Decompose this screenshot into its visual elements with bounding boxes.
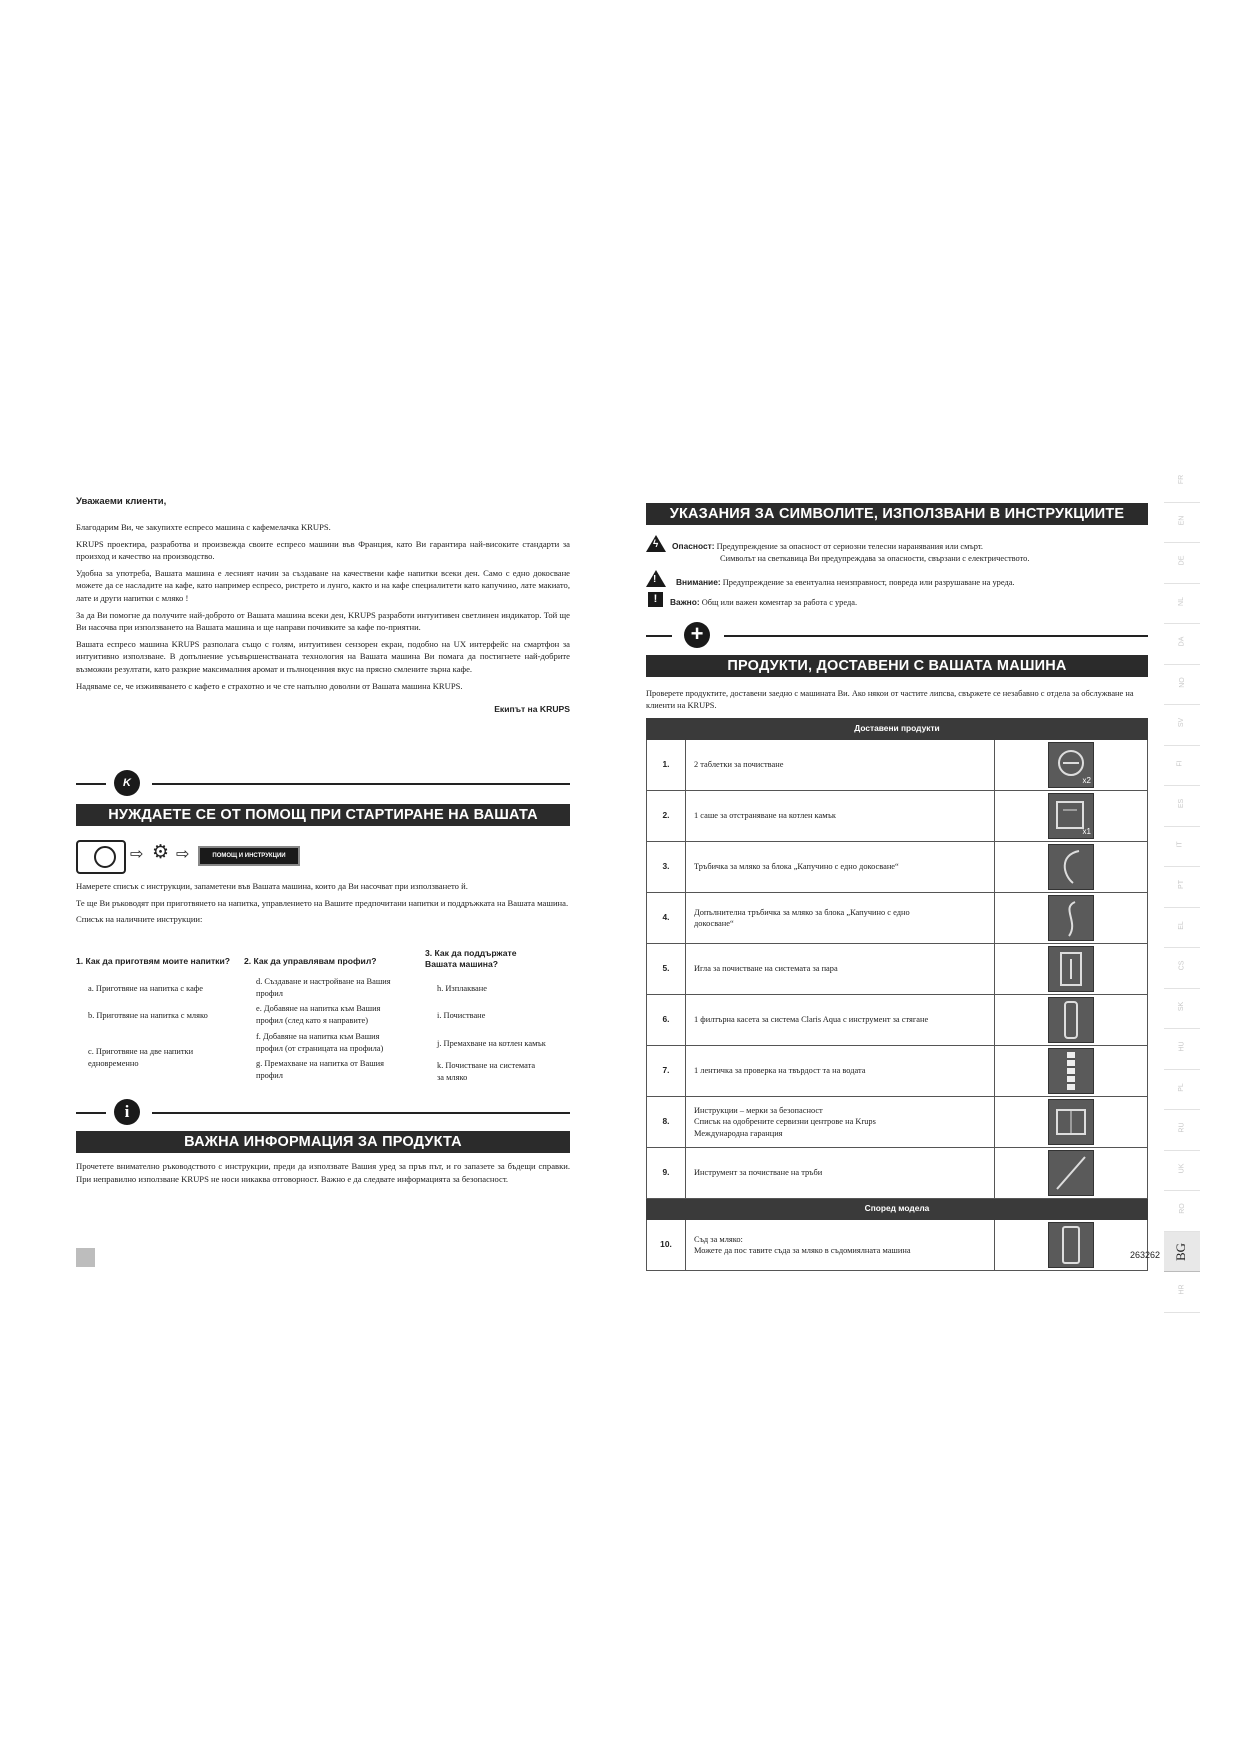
gear-icon: ⚙ (152, 841, 170, 863)
item-picture (995, 791, 1148, 842)
language-tab-label: HR (1178, 1284, 1186, 1295)
instruction-item: g. Премахване на напитка от Вашия профил (256, 1059, 385, 1080)
divider-line (152, 1112, 570, 1114)
item-number: 5. (647, 944, 686, 995)
help-text (76, 880, 570, 930)
help-paragraph: Те ще Ви ръководят при приготвянето на напитка, управлението на Вашите предпочитани напитки и поддръжката на Вашата машина. (76, 897, 569, 908)
instruction-item: h. Изплакване (437, 984, 487, 993)
instruction-item: i. Почистване (437, 1011, 486, 1020)
language-tab-label: EN (1178, 515, 1186, 525)
symbols-title: УКАЗАНИЯ ЗА СИМВОЛИТЕ, ИЗПОЛЗВАНИ В ИНСТРУКЦИИТЕ (646, 503, 1148, 525)
instruction-item: e. Добавяне на напитка към Вашия профил (след като я направите) (256, 1004, 381, 1025)
item-description: 1 саше за отстраняване на котлен камък (686, 791, 995, 842)
language-tab-label: PT (1177, 880, 1185, 889)
table-row (647, 893, 1148, 944)
greeting: Уважаеми клиенти, (76, 496, 167, 507)
language-tab-it[interactable] (1164, 827, 1200, 868)
arrow-right-icon: ⇨ (176, 844, 190, 863)
info-title: ВАЖНА ИНФОРМАЦИЯ ЗА ПРОДУКТА (76, 1131, 570, 1153)
quantity-label: x1 (1082, 826, 1091, 836)
table-row (647, 842, 1148, 893)
table-row (647, 1148, 1148, 1199)
instructions-heading: 3. Как да поддържате Вашата машина? (425, 948, 517, 969)
divider-line (76, 783, 106, 785)
intro-paragraph: Надяваме се, че изживяването с кафето е страхотно и че сте напълно доволни от Вашата машина KRUPS. (76, 680, 463, 691)
item-number: 2. (647, 791, 686, 842)
help-paragraph: Списък на наличните инструкции: (76, 914, 203, 925)
intro-paragraph: За да Ви помогне да получите най-доброто от Вашата машина всеки ден, KRUPS разработи интуитивен светлинен индикатор. Той ще Ви насочва при използването на Вашата машина и ще направи почивките за кафе по-приятни. (76, 609, 570, 633)
help-paragraph: Намерете списък с инструкции, запаметени във Вашата машина, които да Ви насочват при използването й. (76, 881, 468, 891)
language-tab-sk[interactable] (1164, 989, 1200, 1030)
language-tab-label: IT (1176, 840, 1184, 848)
caution-row (676, 577, 1015, 589)
item-picture (995, 944, 1148, 995)
instruction-item: d. Създаване и настройване на Вашия профил (256, 977, 391, 998)
danger-icon: ϟ (646, 535, 666, 552)
important-icon: ! (648, 592, 663, 607)
item-number: 3. (647, 842, 686, 893)
plus-icon: + (684, 622, 710, 648)
language-tab-label: HU (1178, 1041, 1186, 1052)
item-picture (995, 842, 1148, 893)
item-description: Съд за мляко: Можете да пос тавите съда за мляко в съдомиялната машина (686, 1220, 995, 1271)
instruction-item: f. Добавяне на напитка към Вашия профил (от страницата на профила) (256, 1032, 384, 1053)
language-tab-label: SK (1178, 1001, 1186, 1011)
language-tab-label: FR (1178, 474, 1186, 485)
intro-paragraph: Удобна за употреба, Вашата машина е лесният начин за създаване на качествени кафе напитки всеки ден. Само с едно докосване можете да се насладите на кафе, като например еспресо, ристрето и лунго, както и на кафе специалитети като капучино, лате макиато, лате и други напитки с мляко ! (76, 567, 570, 603)
item-picture (995, 1097, 1148, 1148)
info-text-block (76, 1160, 570, 1189)
item-number: 4. (647, 893, 686, 944)
help-instructions-button[interactable]: ПОМОЩ И ИНСТРУКЦИИ (198, 846, 300, 866)
instruction-item: a. Приготвяне на напитка с кафе (88, 984, 203, 993)
table-row (647, 995, 1148, 1046)
table-row (647, 1220, 1148, 1271)
info-text: Прочетете внимателно ръководството с инструкции, преди да използвате Вашия уред за пръв път, и го запазете за бъдещи справки. При неправилно използване KRUPS не носи никаква отговорност. Важно е да следвате информацията за безопасност. (76, 1161, 570, 1184)
table-header-row (647, 719, 1148, 740)
language-tabs (1164, 462, 1200, 1313)
divider-line (152, 783, 570, 785)
products-rows (647, 740, 1148, 1199)
table-subheader-row (647, 1199, 1148, 1220)
language-tab-label: RU (1178, 1122, 1186, 1133)
language-tab-el[interactable] (1164, 908, 1200, 949)
item-number: 7. (647, 1046, 686, 1097)
language-tab-label: NO (1178, 676, 1186, 688)
danger-text: Предупреждение за опасност от сериозни телесни наранявания или смърт. (716, 542, 983, 551)
item-number: 10. (647, 1220, 686, 1271)
item-description: Тръбичка за мляко за блока „Капучино с едно докосване“ (686, 842, 995, 893)
milk-tube-icon (1048, 844, 1094, 890)
caution-icon: ! (646, 570, 666, 587)
caution-label: Внимание: (676, 577, 721, 587)
language-tab-ro[interactable] (1164, 1191, 1200, 1232)
extra-tube-icon (1048, 895, 1094, 941)
item-description: 2 таблетки за почистване (686, 740, 995, 791)
document-code: 263262 (1130, 1250, 1161, 1260)
instruction-item: b. Приготвяне на напитка с мляко (88, 1011, 208, 1020)
krups-logo-icon: K (114, 770, 140, 796)
products-table (646, 718, 1148, 1271)
intro-paragraph: KRUPS проектира, разработва и произвежда своите еспресо машини във Франция, като Ви гарантира най-високите стандарти за произход и качество на производство. (76, 538, 570, 562)
language-tab-en[interactable] (1164, 503, 1200, 544)
language-tab-bg[interactable] (1164, 1232, 1200, 1273)
language-tab-fr[interactable] (1164, 462, 1200, 503)
danger-label: Опасност: (672, 541, 715, 551)
products-intro: Проверете продуктите, доставени заедно с машината Ви. Ако някои от частите липсва, свържете се незабавно с отдела за обслужване на клиенти на KRUPS. (646, 689, 1134, 710)
instruction-item: k. Почистване на системата за мляко (437, 1061, 536, 1082)
filter-icon (1048, 997, 1094, 1043)
language-tab-label: DE (1178, 555, 1186, 566)
danger-text-second: Символът на светкавица Ви предупреждава за опасности, свързани с електричеството. (720, 554, 1030, 563)
danger-row (672, 541, 983, 553)
language-tab-sv[interactable] (1164, 705, 1200, 746)
language-tab-nl[interactable] (1164, 584, 1200, 625)
intro-paragraph: Благодарим Ви, че закупихте еспресо машина с кафемелачка KRUPS. (76, 522, 331, 532)
sachet-icon (1048, 793, 1094, 839)
language-tab-fi[interactable] (1164, 746, 1200, 787)
model-products-rows (647, 1220, 1148, 1271)
language-tab-label: EL (1177, 920, 1185, 930)
language-tab-uk[interactable] (1164, 1151, 1200, 1192)
info-icon: i (114, 1099, 140, 1125)
item-description: 1 лентичка за проверка на твърдост та на водата (686, 1046, 995, 1097)
intro-paragraph: Вашата еспресо машина KRUPS разполага също с голям, интуитивен сензорен екран, подобно на UX интерфейс на смартфон за интуитивно използване. В допълнение усъвършенстваната технология на Вашата машина Ви помага да постигнете най-добрите възможни резултати, като разкрие максималния аромат и пълноценния вкус на прясно смлените зърна кафе. (76, 638, 570, 674)
language-tab-hu[interactable] (1164, 1029, 1200, 1070)
language-tab-cs[interactable] (1164, 948, 1200, 989)
item-picture (995, 1046, 1148, 1097)
important-label: Важно: (670, 597, 700, 607)
quantity-label: x2 (1082, 775, 1091, 785)
item-picture (995, 1220, 1148, 1271)
item-description: 1 филтърна касета за система Claris Aqua с инструмент за стягане (686, 995, 995, 1046)
item-picture (995, 740, 1148, 791)
divider-line (646, 635, 672, 637)
instruction-item: j. Премахване на котлен камък (437, 1039, 546, 1048)
test-strip-icon (1048, 1048, 1094, 1094)
important-text: Общ или важен коментар за работа с уреда. (701, 598, 858, 607)
tablet-icon (1048, 742, 1094, 788)
divider-line (76, 1112, 106, 1114)
milk-jug-icon (1048, 1222, 1094, 1268)
tap-icon (94, 846, 116, 868)
item-picture (995, 1148, 1148, 1199)
products-title: ПРОДУКТИ, ДОСТАВЕНИ С ВАШАТА МАШИНА (646, 655, 1148, 677)
arrow-right-icon: ⇨ (130, 844, 144, 863)
language-tab-pl[interactable] (1164, 1070, 1200, 1111)
language-tab-label: PL (1177, 1082, 1185, 1092)
instructions-heading: 1. Как да приготвям моите напитки? (76, 956, 230, 966)
language-tab-label: RO (1178, 1203, 1186, 1214)
language-tab-label: NL (1177, 596, 1185, 606)
page-number-box (76, 1248, 95, 1267)
language-tab-label: FI (1176, 759, 1184, 767)
item-number: 6. (647, 995, 686, 1046)
table-header: Доставени продукти (647, 719, 1148, 740)
caution-text: Предупреждение за евентуална неизправност, повреда или разрушаване на уреда. (722, 578, 1015, 587)
language-tab-label: BG (1173, 1242, 1189, 1261)
language-tab-pt[interactable] (1164, 867, 1200, 908)
instructions-heading: 2. Как да управлявам профил? (244, 956, 377, 966)
language-tab-ru[interactable] (1164, 1110, 1200, 1151)
item-description: Инструмент за почистване на тръби (686, 1148, 995, 1199)
language-tab-label: CS (1178, 960, 1186, 971)
language-tab-hr[interactable] (1164, 1272, 1200, 1313)
booklet-icon (1048, 1099, 1094, 1145)
item-description: Допълнителна тръбичка за мляко за блока „Капучино с едно докосване“ (686, 893, 995, 944)
table-row (647, 1046, 1148, 1097)
table-row (647, 740, 1148, 791)
item-number: 9. (647, 1148, 686, 1199)
table-subheader: Според модела (647, 1199, 1148, 1220)
language-tab-es[interactable] (1164, 786, 1200, 827)
item-description: Инструкции – мерки за безопасност Списък на одобрените сервизни центрове на Krups Международна гаранция (686, 1097, 995, 1148)
table-row (647, 791, 1148, 842)
table-row (647, 944, 1148, 995)
language-tab-label: UK (1178, 1163, 1186, 1173)
language-tab-no[interactable] (1164, 665, 1200, 706)
brush-icon (1048, 1150, 1094, 1196)
important-row (670, 597, 857, 609)
item-number: 8. (647, 1097, 686, 1148)
table-row (647, 1097, 1148, 1148)
signature: Екипът на KRUPS (494, 704, 570, 715)
item-description: Игла за почистване на системата за пара (686, 944, 995, 995)
language-tab-label: DA (1178, 636, 1186, 647)
item-number: 1. (647, 740, 686, 791)
instruction-item: c. Приготвяне на две напитки едновременно (88, 1047, 194, 1068)
divider-line (724, 635, 1148, 637)
language-tab-label: SV (1178, 717, 1186, 728)
help-navigation-illustration (76, 840, 336, 874)
language-tab-de[interactable] (1164, 543, 1200, 584)
language-tab-da[interactable] (1164, 624, 1200, 665)
intro-section (76, 496, 570, 714)
item-picture (995, 995, 1148, 1046)
help-title: НУЖДАЕТЕ СЕ ОТ ПОМОЩ ПРИ СТАРТИРАНЕ НА ВАШАТА МАШИНА? (76, 804, 570, 826)
needle-icon (1048, 946, 1094, 992)
language-tab-label: ES (1178, 798, 1186, 809)
item-picture (995, 893, 1148, 944)
